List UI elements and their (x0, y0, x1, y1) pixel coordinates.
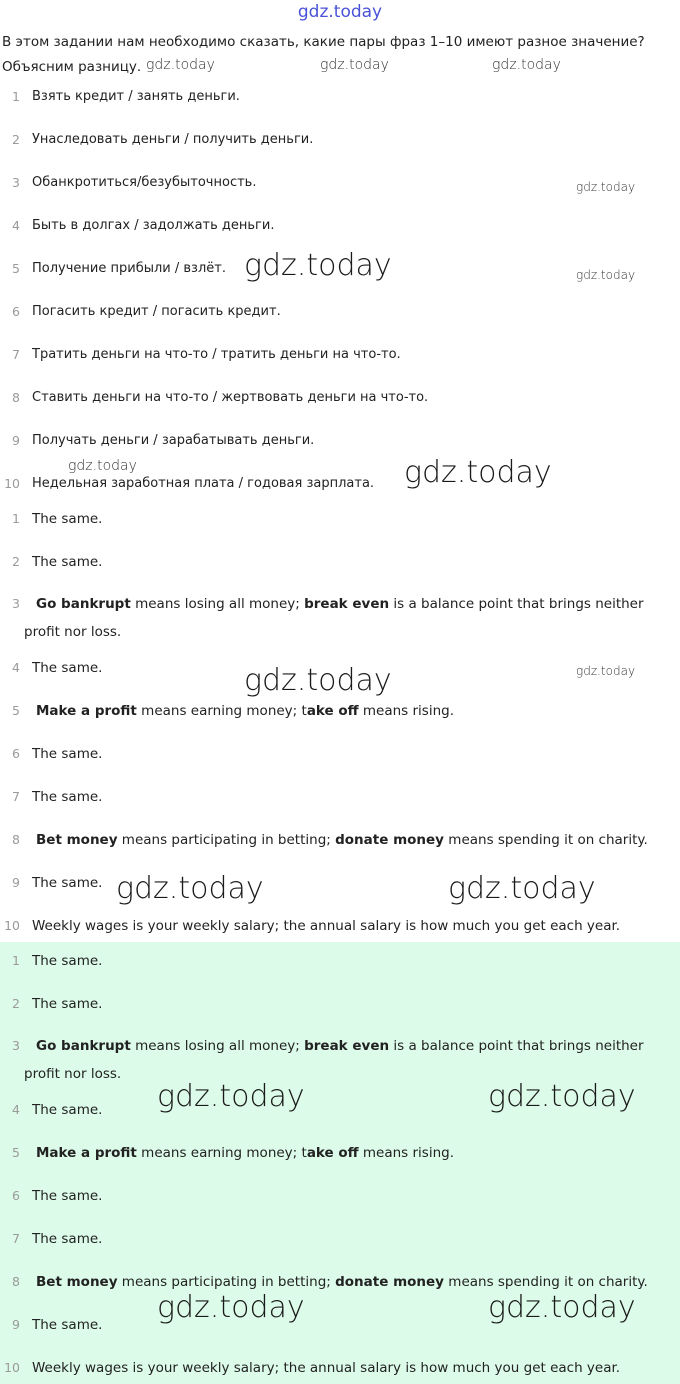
item-number: 2 (12, 996, 20, 1011)
item-text: Обанкротиться/безубыточность. (32, 175, 257, 190)
term-bold: Go bankrupt (36, 596, 131, 612)
item-number: 7 (12, 1231, 20, 1246)
answer-text: The same. (32, 875, 103, 891)
item-number: 8 (12, 390, 20, 405)
item-number: 3 (12, 175, 20, 190)
item-number: 2 (12, 132, 20, 147)
term-bold: ake off (306, 703, 359, 719)
watermark: gdz.today (404, 455, 552, 490)
list-item (0, 472, 680, 496)
answer-part: means participating in betting; (117, 832, 336, 848)
answer-text (36, 699, 454, 723)
term-bold: break even (304, 596, 390, 612)
item-number: 6 (12, 304, 20, 319)
answer-text: The same. (32, 511, 103, 527)
answer-part: means losing all money; (130, 1038, 305, 1054)
answer-text: The same. (32, 554, 103, 570)
answer-text: The same. (32, 789, 103, 805)
answer-item (0, 699, 680, 723)
answer-text: The same. (32, 1317, 103, 1333)
term-bold: Make a profit (36, 1145, 137, 1161)
task-intro: В этом задании нам необходимо сказать, какие пары фраз 1–10 имеют разное значение? Объясним разницу. (2, 34, 645, 75)
answer-text (24, 590, 674, 646)
answer-text: The same. (32, 996, 103, 1012)
answer-text: Weekly wages is your weekly salary; the annual salary is how much you get each year. (32, 918, 621, 934)
watermark: gdz.today (492, 57, 561, 73)
answer-part: means rising. (358, 703, 455, 719)
item-number: 10 (4, 918, 20, 933)
answer-text: The same. (32, 1102, 103, 1118)
item-number: 4 (12, 1102, 20, 1117)
item-number: 5 (12, 703, 20, 718)
watermark: gdz.today (448, 871, 596, 906)
item-number: 4 (12, 660, 20, 675)
answer-item (0, 828, 680, 852)
answer-item (0, 1356, 680, 1380)
item-number: 5 (12, 1145, 20, 1160)
answer-text: The same. (32, 1188, 103, 1204)
item-text: Взять кредит / занять деньги. (32, 89, 240, 104)
item-number: 7 (12, 347, 20, 362)
answer-item (0, 785, 680, 809)
answer-item (0, 914, 680, 938)
answer-part: means rising. (358, 1145, 455, 1161)
term-bold: Go bankrupt (36, 1038, 131, 1054)
item-number: 9 (12, 1317, 20, 1332)
answer-text: The same. (32, 1231, 103, 1247)
answer-item (0, 550, 680, 574)
term-bold: donate money (335, 1274, 444, 1290)
item-text: Погасить кредит / погасить кредит. (32, 304, 281, 319)
answer-item (0, 507, 680, 531)
item-text: Быть в долгах / задолжать деньги. (32, 218, 275, 233)
item-number: 8 (12, 1274, 20, 1289)
item-number: 6 (12, 1188, 20, 1203)
answer-part: means spending it on charity. (444, 832, 648, 848)
watermark: gdz.today (576, 180, 636, 194)
item-number: 8 (12, 832, 20, 847)
answer-text: The same. (32, 953, 103, 969)
answer-part: means spending it on charity. (444, 1274, 648, 1290)
site-logo: gdz.today (297, 2, 383, 22)
item-number: 5 (12, 261, 20, 276)
item-text: Получать деньги / зарабатывать деньги. (32, 433, 315, 448)
answer-item (0, 949, 680, 973)
list-item (0, 386, 680, 410)
item-text: Унаследовать деньги / получить деньги. (32, 132, 314, 147)
term-bold: Bet money (36, 832, 118, 848)
answer-item (0, 1141, 680, 1165)
item-number: 1 (12, 511, 20, 526)
answer-part: means earning money; t (136, 703, 307, 719)
answer-text: The same. (32, 746, 103, 762)
answer-part: is a balance point that brings neither profit nor loss. (24, 596, 644, 640)
item-text: Ставить деньги на что-то / жертвовать деньги на что-то. (32, 390, 429, 405)
watermark: gdz.today (157, 1290, 305, 1325)
item-number: 10 (4, 476, 20, 491)
term-bold: break even (304, 1038, 390, 1054)
watermark: gdz.today (576, 268, 636, 282)
answer-text (36, 828, 648, 852)
list-item (0, 429, 680, 453)
watermark: gdz.today (146, 57, 215, 73)
answer-item (0, 992, 680, 1016)
watermark: gdz.today (68, 458, 137, 474)
answer-part: means losing all money; (130, 596, 305, 612)
item-number: 7 (12, 789, 20, 804)
item-number: 4 (12, 218, 20, 233)
list-item (0, 214, 680, 238)
watermark: gdz.today (488, 1079, 636, 1114)
answer-text (36, 1141, 454, 1165)
item-number: 3 (12, 1038, 20, 1053)
answer-item (0, 1227, 680, 1251)
answer-part: means earning money; t (136, 1145, 307, 1161)
watermark: gdz.today (488, 1290, 636, 1325)
list-item (0, 85, 680, 109)
item-number: 9 (12, 433, 20, 448)
item-number: 1 (12, 953, 20, 968)
watermark: gdz.today (244, 663, 392, 698)
term-bold: Bet money (36, 1274, 118, 1290)
watermark: gdz.today (320, 57, 389, 73)
item-number: 10 (4, 1360, 20, 1375)
item-number: 6 (12, 746, 20, 761)
answer-text: The same. (32, 660, 103, 676)
item-text: Получение прибыли / взлёт. (32, 261, 226, 276)
watermark: gdz.today (576, 664, 636, 678)
answer-text: Weekly wages is your weekly salary; the annual salary is how much you get each year. (32, 1360, 621, 1376)
answer-item (0, 742, 680, 766)
watermark: gdz.today (157, 1079, 305, 1114)
watermark: gdz.today (244, 248, 392, 283)
item-text: Недельная заработная плата / годовая зарплата. (32, 476, 375, 491)
item-number: 3 (12, 596, 20, 611)
answer-part: is a balance point that brings neither profit nor loss. (24, 1038, 644, 1082)
item-number: 1 (12, 89, 20, 104)
item-number: 2 (12, 554, 20, 569)
term-bold: ake off (306, 1145, 359, 1161)
term-bold: donate money (335, 832, 444, 848)
item-text: Тратить деньги на что-то / тратить деньги на что-то. (32, 347, 401, 362)
answer-part: means participating in betting; (117, 1274, 336, 1290)
watermark: gdz.today (116, 871, 264, 906)
list-item (0, 300, 680, 324)
list-item (0, 343, 680, 367)
item-number: 9 (12, 875, 20, 890)
list-item (0, 128, 680, 152)
answer-item (0, 1184, 680, 1208)
term-bold: Make a profit (36, 703, 137, 719)
